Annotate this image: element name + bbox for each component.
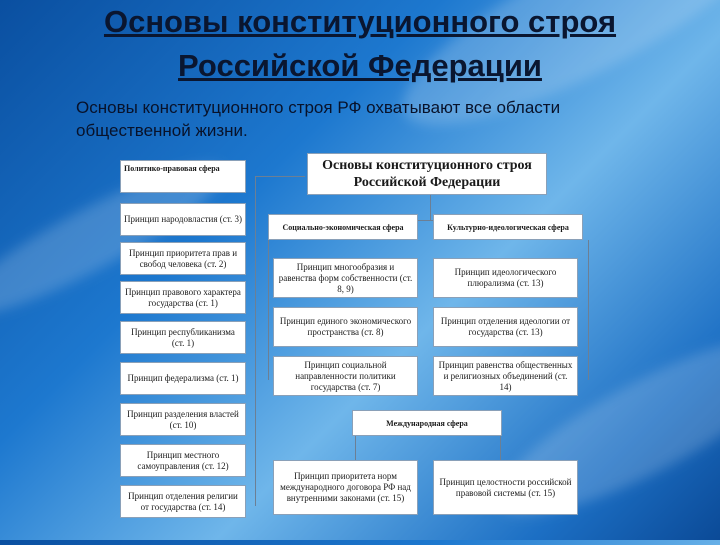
international-sphere-heading: Международная сфера (352, 410, 502, 436)
social-economic-heading: Социально-экономическая сфера (268, 214, 418, 240)
connector-main-down (430, 195, 431, 220)
cultural-ideological-heading: Культурно-идеологическая сфера (433, 214, 583, 240)
international-item: Принцип целостности российской правовой системы (ст. 15) (433, 460, 578, 515)
political-item: Принцип правового характера государства (ст. 1) (120, 281, 246, 314)
connector-social-spine (268, 240, 269, 380)
political-item: Принцип разделения властей (ст. 10) (120, 403, 246, 436)
social-economic-item: Принцип единого экономического пространства (ст. 8) (273, 307, 418, 347)
political-item: Принцип местного самоуправления (ст. 12) (120, 444, 246, 477)
political-sphere-heading: Политико-правовая сфера (120, 160, 246, 193)
connector-top-bar (255, 176, 305, 177)
international-item: Принцип приоритета норм международного договора РФ над внутренними законами (ст. 15) (273, 460, 418, 515)
political-item: Принцип отделения религии от государства (ст. 14) (120, 485, 246, 518)
political-item: Принцип республиканизма (ст. 1) (120, 321, 246, 354)
cultural-ideological-item: Принцип идеологического плюрализма (ст. 13) (433, 258, 578, 298)
title-line-2: Российской Федерации (178, 48, 542, 83)
political-item: Принцип приоритета прав и свобод человека (ст. 2) (120, 242, 246, 275)
political-item: Принцип народовластия (ст. 3) (120, 203, 246, 236)
main-concept-box: Основы конституционного строя Российской Федерации (307, 153, 547, 195)
cultural-ideological-item: Принцип отделения идеологии от государства (ст. 13) (433, 307, 578, 347)
cultural-ideological-item: Принцип равенства общественных и религиозных объединений (ст. 14) (433, 356, 578, 396)
connector-left-spine (255, 176, 256, 506)
social-economic-item: Принцип многообразия и равенства форм собственности (ст. 8, 9) (273, 258, 418, 298)
title-line-1: Основы конституционного строя (103, 4, 617, 39)
social-economic-item: Принцип социальной направленности политики государства (ст. 7) (273, 356, 418, 396)
political-item: Принцип федерализма (ст. 1) (120, 362, 246, 395)
connector-cultural-spine (588, 240, 589, 380)
slide-subtitle: Основы конституционного строя РФ охватывают все области общественной жизни. (76, 98, 561, 140)
